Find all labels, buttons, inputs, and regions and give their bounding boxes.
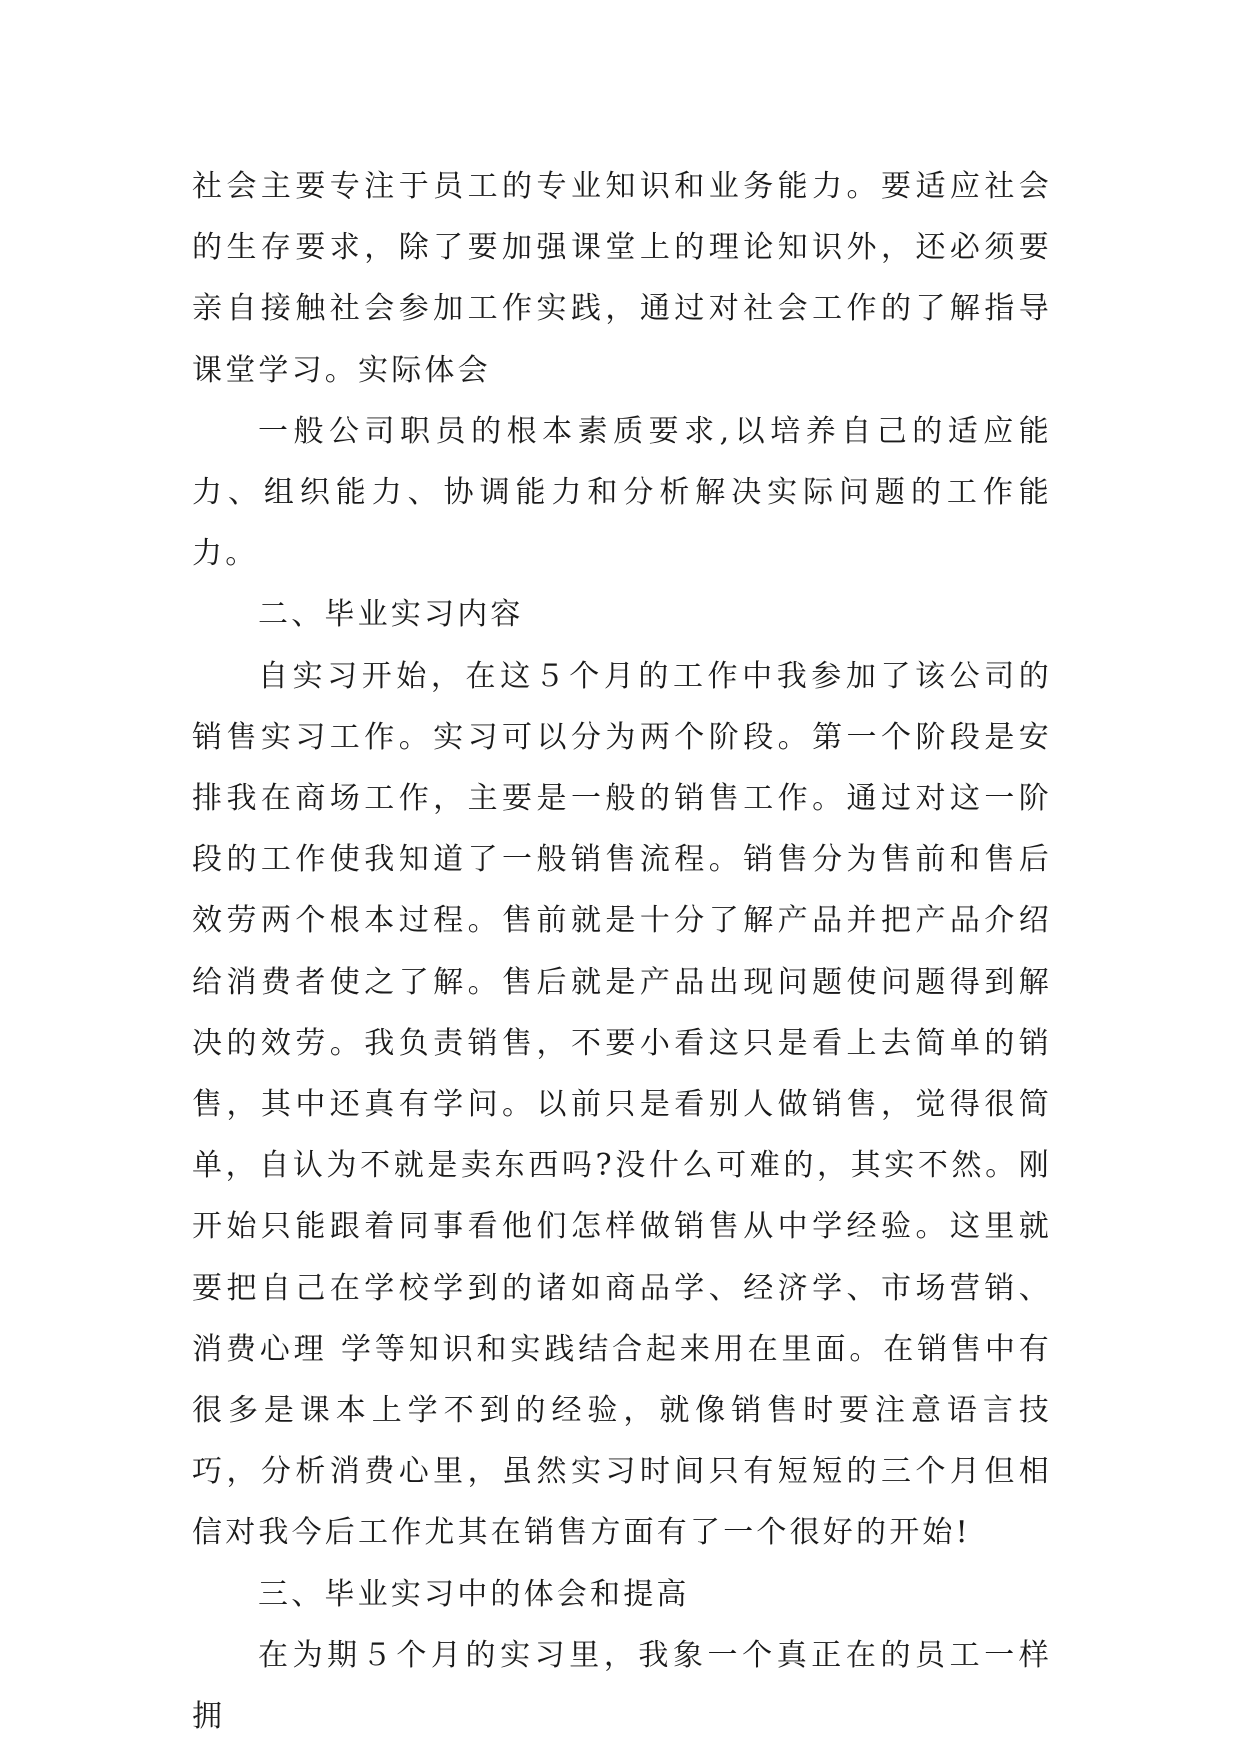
document-body [192,156,1052,1747]
section-heading-internship-content: 二、毕业实习内容 [258,597,524,633]
paragraph-staff-requirements: 一般公司职员的根本素质要求,以培养自己的适应能力、组织能力、协调能力和分析解决实际问题的工作能力。 [192,413,1052,572]
paragraph-intro-continued: 社会主要专注于员工的专业知识和业务能力。要适应社会的生存要求，除了要加强课堂上的理论知识外，还必须要亲自接触社会参加工作实践，通过对社会工作的了解指导课堂学习。实际体会 [192,169,1052,388]
section-heading-experience-improvement: 三、毕业实习中的体会和提高 [258,1576,690,1612]
paragraph-experience-start: 在为期５个月的实习里，我象一个真正在的员工一样拥 [192,1637,1052,1735]
paragraph-internship-content: 自实习开始，在这５个月的工作中我参加了该公司的销售实习工作。实习可以分为两个阶段。第一个阶段是安排我在商场工作，主要是一般的销售工作。通过对这一阶段的工作使我知道了一般销售流程。销售分为售前和售后效劳两个根本过程。售前就是十分了解产品并把产品介绍给消费者使之了解。售后就是产品出现问题使问题得到解决的效劳。我负责销售，不要小看这只是看上去简单的销售，其中还真有学问。以前只是看别人做销售，觉得很简单，自认为不就是卖东西吗?没什么可难的，其实不然。刚开始只能跟着同事看他们怎样做销售从中学经验。这里就要把自己在学校学到的诸如商品学、经济学、市场营销、消费心理 学等知识和实践结合起来用在里面。在销售中有很多是课本上学不到的经验，就像销售时要注意语言技巧，分析消费心里，虽然实习时间只有短短的三个月但相信对我今后工作尤其在销售方面有了一个很好的开始! [192,658,1052,1551]
